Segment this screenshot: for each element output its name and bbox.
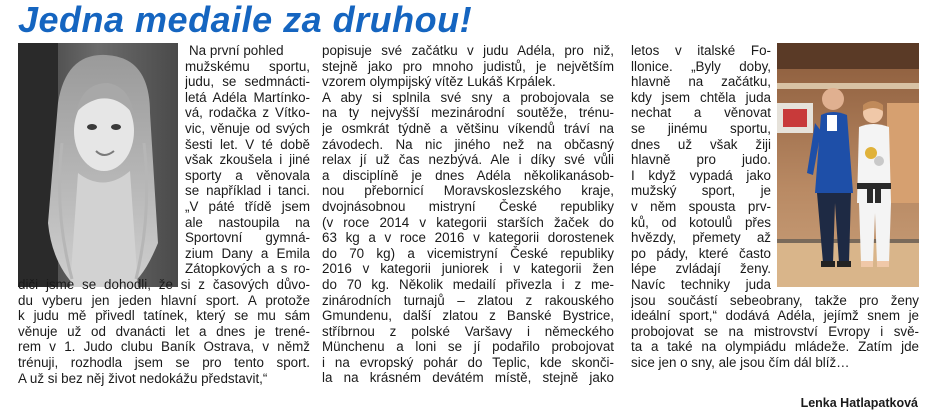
text-line: du vyberu jen jeden hlavní sport. A protože — [18, 292, 310, 308]
text-line: trénuji, rozhodla jsem se pro tento sport. — [18, 354, 310, 370]
text-line: popisuje své začátku v judu Adéla, pro niž, — [322, 43, 614, 58]
column-1-full — [18, 277, 310, 386]
text-line: ků, od kotoulů přes — [631, 214, 771, 230]
portrait-photo — [18, 43, 178, 287]
text-line: dnes už však žiji — [631, 136, 771, 152]
text-line: Sportovní gymná- — [185, 230, 310, 246]
text-line: stříbrnou z polské Varšavy i německého — [322, 323, 614, 339]
text-line: ale nastoupila na — [185, 214, 310, 230]
text-line: mužskému sportu, — [185, 58, 310, 74]
text-line: hvězdy, přemety až — [631, 230, 771, 246]
column-1-beside-photo — [185, 43, 310, 277]
text-line: kdy jsem chtěla juda — [631, 89, 771, 105]
text-line: mužský sport, je — [631, 183, 771, 199]
text-line: ideální sport,“ dodává Adéla, jejímž snem je — [631, 308, 919, 324]
text-line: jsou součástí sebeobrany, takže pro ženy — [631, 292, 919, 308]
text-line: relax jí už čas nezbývá. Ale i díky své vůli — [322, 152, 614, 168]
text-line: A už si bez něj život nedokážu představit,“ — [18, 370, 268, 386]
text-line: Zátopkových a s ro- — [185, 261, 310, 277]
text-line: la na krásném devátém místě, stejně jako — [322, 370, 614, 386]
text-line: Gmundenu, další zlatou z Banské Bystrice, — [322, 308, 614, 324]
text-line: do 70 kg) a vicemistryní České republiky — [322, 245, 614, 261]
judo-photo — [777, 43, 919, 287]
text-line: I když vypadá jako — [631, 167, 771, 183]
text-line: se jinému sportu, — [631, 120, 771, 136]
text-line: llonice. „Byly doby, — [631, 58, 771, 74]
text-line: zinárodních turnajů – zlatou z rakouského — [322, 292, 614, 308]
text-line: však zkoušela i jiné — [185, 152, 310, 168]
text-line: i na evropský pohár do Teplic, kde skonči- — [322, 354, 614, 370]
text-line: zium Dany a Emila — [185, 245, 310, 261]
text-line: závodech. Na nic jiného než na občasný — [322, 136, 614, 152]
text-line: vic, věnuje od svých — [185, 120, 310, 136]
text-line: na ty nejvyšší mezinárodní soutěže, trénu- — [322, 105, 614, 121]
text-line: probojovat se na mistrovství Evropy i svě- — [631, 323, 919, 339]
text-line: „V páté třídě jsem — [185, 198, 310, 214]
text-line: vá, rodačka z Vítko- — [185, 105, 310, 121]
text-line: letá Adéla Martínko- — [185, 89, 310, 105]
text-line: a disciplíně je dnes Adéla několikanásob- — [322, 167, 614, 183]
text-line: letos v italské Fo- — [631, 43, 771, 58]
text-line: judu, se sedmnácti- — [185, 74, 310, 90]
text-line: rem v 1. Judo clubu Baník Ostrava, v němž — [18, 339, 310, 355]
text-line: sporty a věnovala — [185, 167, 310, 183]
text-line: hlavně na začátku, — [631, 74, 771, 90]
text-line: diči jsme se dohodli, že si z časových důvo- — [18, 277, 310, 292]
text-line: (v roce 2014 v kategorii starších žaček do — [322, 214, 614, 230]
headline: Jedna medaile za druhou! — [18, 0, 473, 40]
text-line: vzorem olympijský vítěz Lukáš Krpálek. — [322, 74, 556, 90]
text-line: ta a také na olympiádu mládeže. Zatím jde — [631, 339, 919, 355]
text-line: k judu mě přivedl tatínek, který se mu sám — [18, 308, 310, 324]
text-line: věnuje už od dvanácti let a dnes je trené- — [18, 323, 310, 339]
column-3-beside-photo — [631, 43, 771, 293]
text-line: do 70 kg. Několik medailí přivezla i z me- — [322, 276, 614, 292]
text-line: Na první pohled — [189, 43, 284, 58]
text-line: nou přebornicí Moravskoslezského kraje, — [322, 183, 614, 199]
column-2 — [322, 43, 614, 386]
text-line: nechat a věnovat — [631, 105, 771, 121]
text-line: 63 kg a v roce 2016 v kategorii dorostenek — [322, 230, 614, 246]
text-line: šesti let. V té době — [185, 136, 310, 152]
text-line: v něm spousta prv- — [631, 198, 771, 214]
text-line: se například i tanci. — [185, 183, 310, 199]
text-line: 2016 v kategorii juniorek i v kategorii žen — [322, 261, 614, 277]
text-line: dvojnásobnou mistryní České republiky — [322, 198, 614, 214]
text-line: sice jen o sny, ale jsou čím dál blíž… — [631, 354, 850, 370]
text-line: lépe zvládají ženy. — [631, 261, 771, 277]
text-line: je osmkrát týdně a většinu víkendů tráví na — [322, 120, 614, 136]
text-line: po pády, které často — [631, 245, 771, 261]
text-line: Münchenu a loni se jí podařilo probojovat — [322, 339, 614, 355]
text-line: Navíc techniky juda — [631, 276, 771, 292]
column-3-full — [631, 293, 919, 371]
text-line: stejně jako pro mnoho judistů, je největším — [322, 58, 614, 74]
text-line: A aby si splnila své sny a probojovala se — [322, 89, 614, 105]
author-byline: Lenka Hatlapatková — [800, 396, 918, 410]
text-line: hlavně pro judo. — [631, 152, 771, 168]
